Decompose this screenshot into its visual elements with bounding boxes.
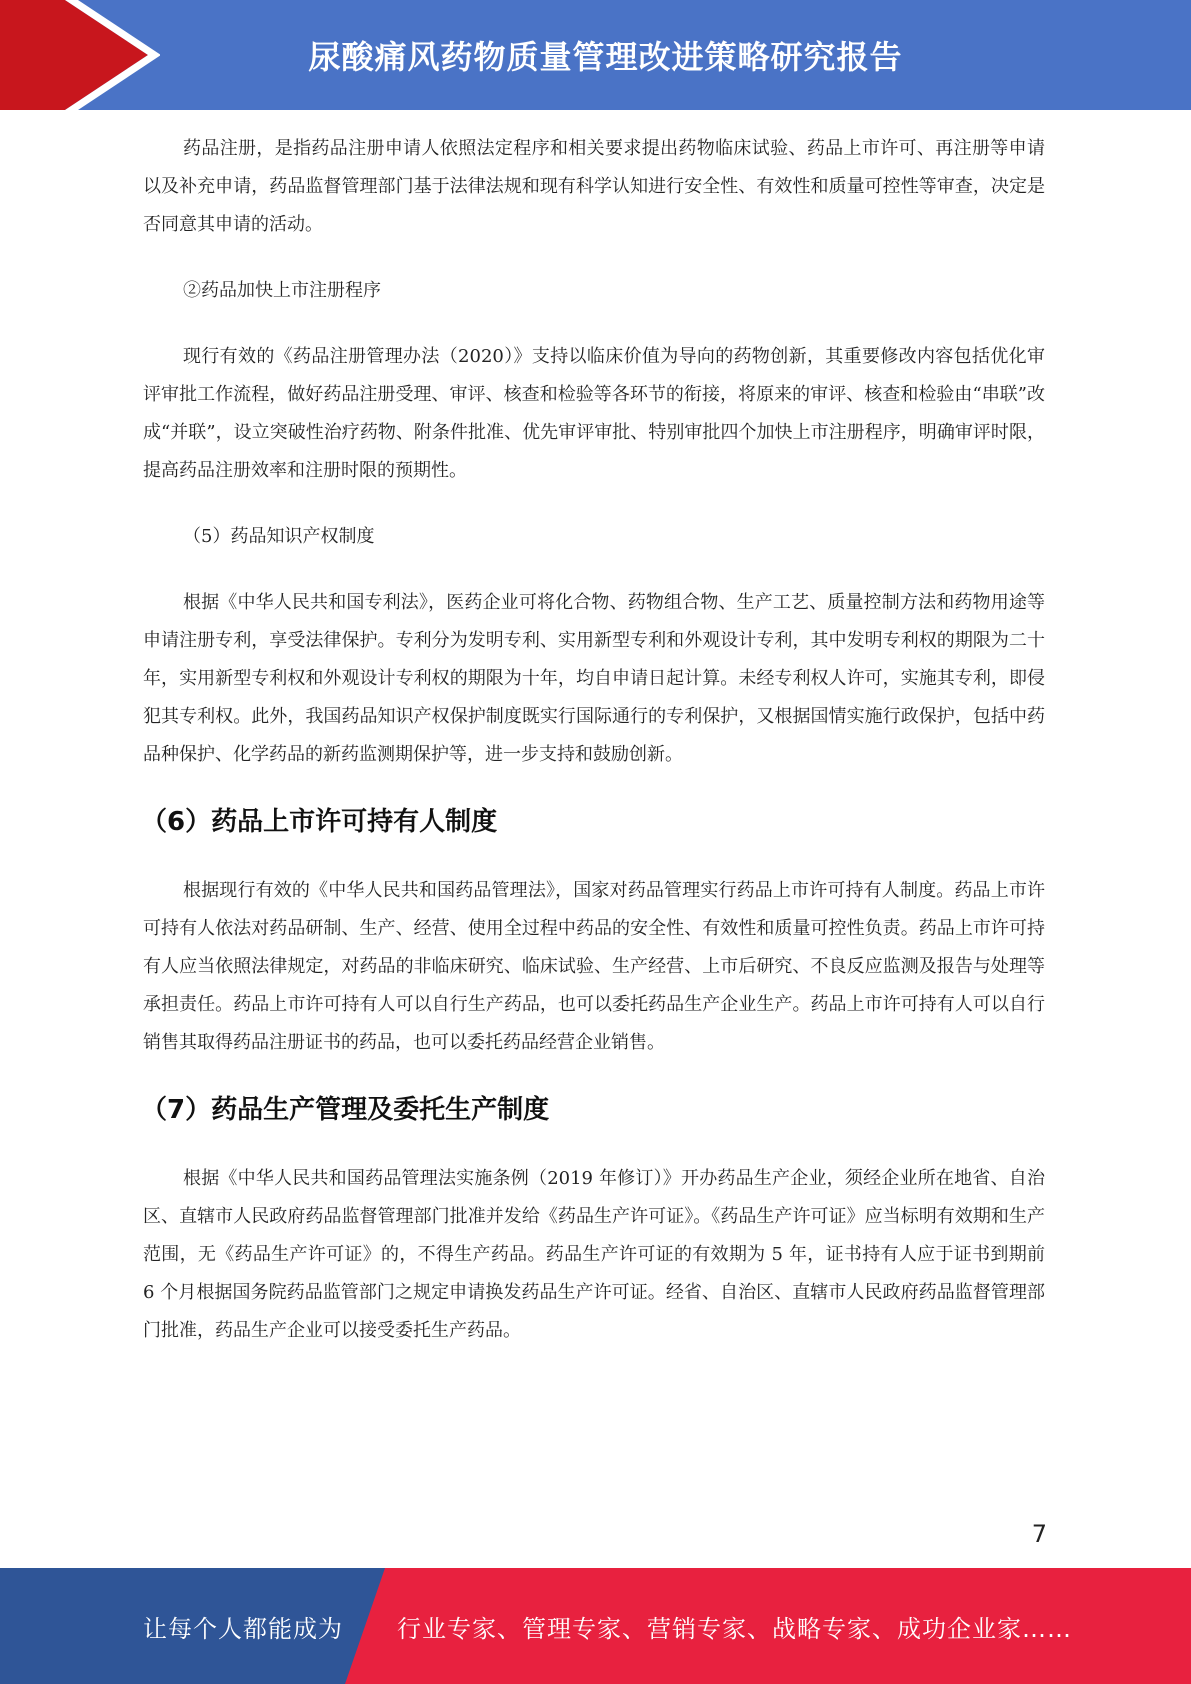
document-body [143,130,1045,1378]
paragraph-production-license: 根据《中华人民共和国药品管理法实施条例（2019 年修订）》开办药品生产企业，须经企业所在地省、自治区、直辖市人民政府药品监督管理部门批准并发给《药品生产许可证》。《药品生产许可证》应当标明有效期和生产范围，无《药品生产许可证》的，不得生产药品。药品生产许可证的有效期为 5 年，证书持有人应于证书到期前 6 个月根据国务院药品监管部门之规定申请换发药品生产许可证。经省、自治区、直辖市人民政府药品监督管理部门批准，药品生产企业可以接受委托生产药品。 [143,1168,1045,1341]
paragraph-registration-measures: 现行有效的《药品注册管理办法（2020）》支持以临床价值为导向的药物创新，其重要修改内容包括优化审评审批工作流程，做好药品注册受理、审评、核查和检验等各环节的衔接，将原来的审评、核查和检验由“串联”改成“并联”，设立突破性治疗药物、附条件批准、优先审评审批、特别审批四个加快上市注册程序，明确审评时限，提高药品注册效率和注册时限的预期性。 [143,346,1045,481]
page-number: 7 [1031,1520,1047,1548]
report-title: 尿酸痛风药物质量管理改进策略研究报告 [308,38,903,76]
subheading-ip-system: （5）药品知识产权制度 [183,526,375,547]
page-header [0,0,1191,110]
paragraph-mah-system: 根据现行有效的《中华人民共和国药品管理法》，国家对药品管理实行药品上市许可持有人制度。药品上市许可持有人依法对药品研制、生产、经营、使用全过程中药品的安全性、有效性和质量可控性负责。药品上市许可持有人应当依照法律规定，对药品的非临床研究、临床试验、生产经营、上市后研究、不良反应监测及报告与处理等承担责任。药品上市许可持有人可以自行生产药品，也可以委托药品生产企业生产。药品上市许可持有人可以自行销售其取得药品注册证书的药品，也可以委托药品经营企业销售。 [143,880,1045,1053]
section-heading-7: （7）药品生产管理及委托生产制度 [141,1095,550,1125]
paragraph-drug-registration: 药品注册，是指药品注册申请人依照法定程序和相关要求提出药物临床试验、药品上市许可、再注册等申请以及补充申请，药品监督管理部门基于法律法规和现有科学认知进行安全性、有效性和质量可控性等审查，决定是否同意其申请的活动。 [143,138,1045,235]
section-heading-6: （6）药品上市许可持有人制度 [141,807,498,837]
paragraph-patent-law: 根据《中华人民共和国专利法》，医药企业可将化合物、药物组合物、生产工艺、质量控制方法和药物用途等申请注册专利，享受法律保护。专利分为发明专利、实用新型专利和外观设计专利，其中发明专利权的期限为二十年，实用新型专利权和外观设计专利权的期限为十年，均自申请日起计算。未经专利权人许可，实施其专利，即侵犯其专利权。此外，我国药品知识产权保护制度既实行国际通行的专利保护，又根据国情实施行政保护，包括中药品种保护、化学药品的新药监测期保护等，进一步支持和鼓励创新。 [143,592,1045,765]
footer-slogan-right: 行业专家、管理专家、营销专家、战略专家、成功企业家…… [397,1614,1072,1643]
footer-slogan-left: 让每个人都能成为 [143,1614,343,1643]
page-footer [0,1568,1191,1684]
subheading-accelerated-registration: ②药品加快上市注册程序 [183,280,381,301]
